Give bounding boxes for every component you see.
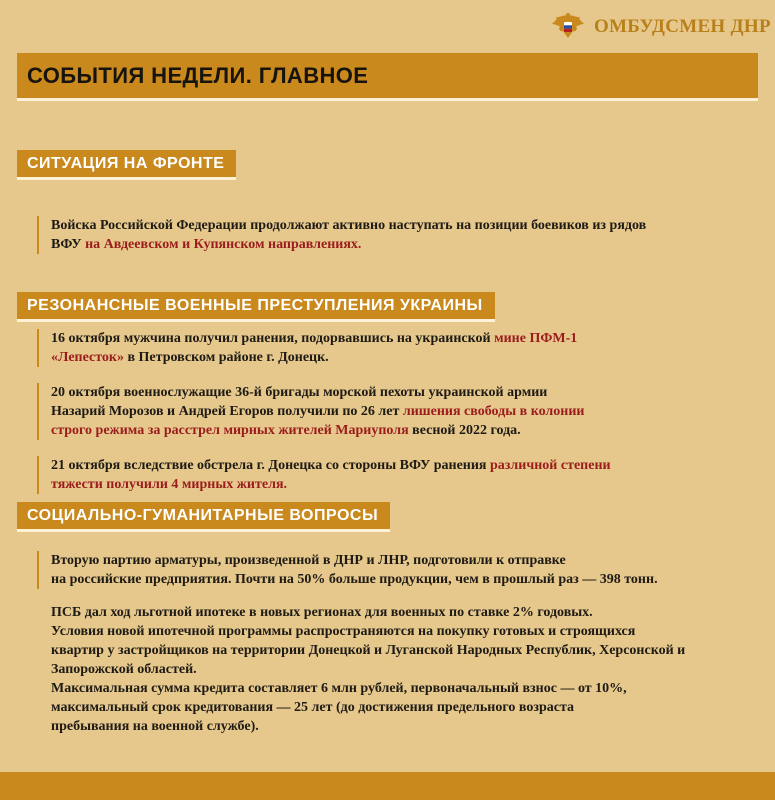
front-item-1 [37, 216, 646, 254]
crimes-item-2 [37, 383, 584, 440]
crimes-item-2-line-3 [51, 421, 584, 440]
social-item-1-line-1: Вторую партию арматуры, произведенной в ДНР и ЛНР, подготовили к отправке [51, 553, 566, 568]
main-banner [17, 53, 758, 101]
text-segment: Назарий Морозов и Андрей Егоров получили по 26 лет [51, 404, 403, 419]
bottom-bar [0, 772, 775, 800]
highlight-text: на Авдеевском и Купянском направлениях. [85, 237, 362, 252]
social-item-2-line-1: ПСБ дал ход льготной ипотеке в новых регионах для военных по ставке 2% годовых. [51, 605, 593, 620]
highlight-text: лишения свободы в колонии [402, 404, 585, 419]
social-item-1 [37, 551, 658, 589]
crimes-item-3-line-1 [51, 456, 611, 475]
ombudsman-logo [550, 12, 771, 42]
crimes-item-2-line-1: 20 октября военнослужащие 36-й бригады морской пехоты украинской армии [51, 385, 548, 400]
crimes-item-2-line-2 [51, 402, 584, 421]
crimes-item-3 [37, 456, 611, 494]
highlight-text: различной степени [490, 458, 611, 473]
front-item-1-line-1: Войска Российской Федерации продолжают активно наступать на позиции боевиков из рядов [51, 218, 647, 233]
social-item-2-line-3: квартир у застройщиков на территории Донецкой и Луганской Народных Республик, Херсонской и [51, 643, 686, 658]
social-item-2 [37, 603, 685, 736]
crimes-item-1-line-1 [51, 329, 577, 348]
logo-text: ОМБУДСМЕН ДНР [594, 16, 771, 37]
section-front-title: СИТУАЦИЯ НА ФРОНТЕ [17, 150, 236, 180]
highlight-text: «Лепесток» [51, 350, 124, 365]
text-segment: 16 октября мужчина получил ранения, подорвавшись на украинской [51, 331, 495, 346]
social-item-1-line-2: на российские предприятия. Почти на 50% больше продукции, чем в прошлый раз — 398 тонн. [51, 572, 658, 587]
section-social-title: СОЦИАЛЬНО-ГУМАНИТАРНЫЕ ВОПРОСЫ [17, 502, 390, 532]
text-segment: 21 октября вследствие обстрела г. Донецка со стороны ВФУ ранения [51, 458, 491, 473]
social-item-2-line-6: максимальный срок кредитования — 25 лет (до достижения предельного возраста [51, 700, 574, 715]
text-segment: ВФУ [51, 237, 86, 252]
page-title: СОБЫТИЯ НЕДЕЛИ. ГЛАВНОЕ [27, 63, 369, 88]
front-item-1-line-2 [51, 235, 646, 254]
crimes-item-3-line-2: тяжести получили 4 мирных жителя. [51, 477, 288, 492]
text-segment: весной 2022 года. [408, 423, 521, 438]
text-segment: в Петровском районе г. Донецк. [123, 350, 329, 365]
highlight-text: мине ПФМ-1 [494, 331, 578, 346]
social-item-2-line-5: Максимальная сумма кредита составляет 6 млн рублей, первоначальный взнос — от 10%, [51, 681, 627, 696]
social-item-2-line-2: Условия новой ипотечной программы распространяются на покупку готовых и строящихся [51, 624, 636, 639]
highlight-text: строго режима за расстрел мирных жителей Мариуполя [51, 423, 409, 438]
crimes-item-1-line-2 [51, 348, 577, 367]
social-item-2-line-4: Запорожской областей. [51, 662, 197, 677]
eagle-emblem-icon [550, 12, 586, 42]
crimes-item-1 [37, 329, 577, 367]
social-item-2-line-7: пребывания на военной службе). [51, 719, 259, 734]
section-crimes-title: РЕЗОНАНСНЫЕ ВОЕННЫЕ ПРЕСТУПЛЕНИЯ УКРАИНЫ [17, 292, 495, 322]
